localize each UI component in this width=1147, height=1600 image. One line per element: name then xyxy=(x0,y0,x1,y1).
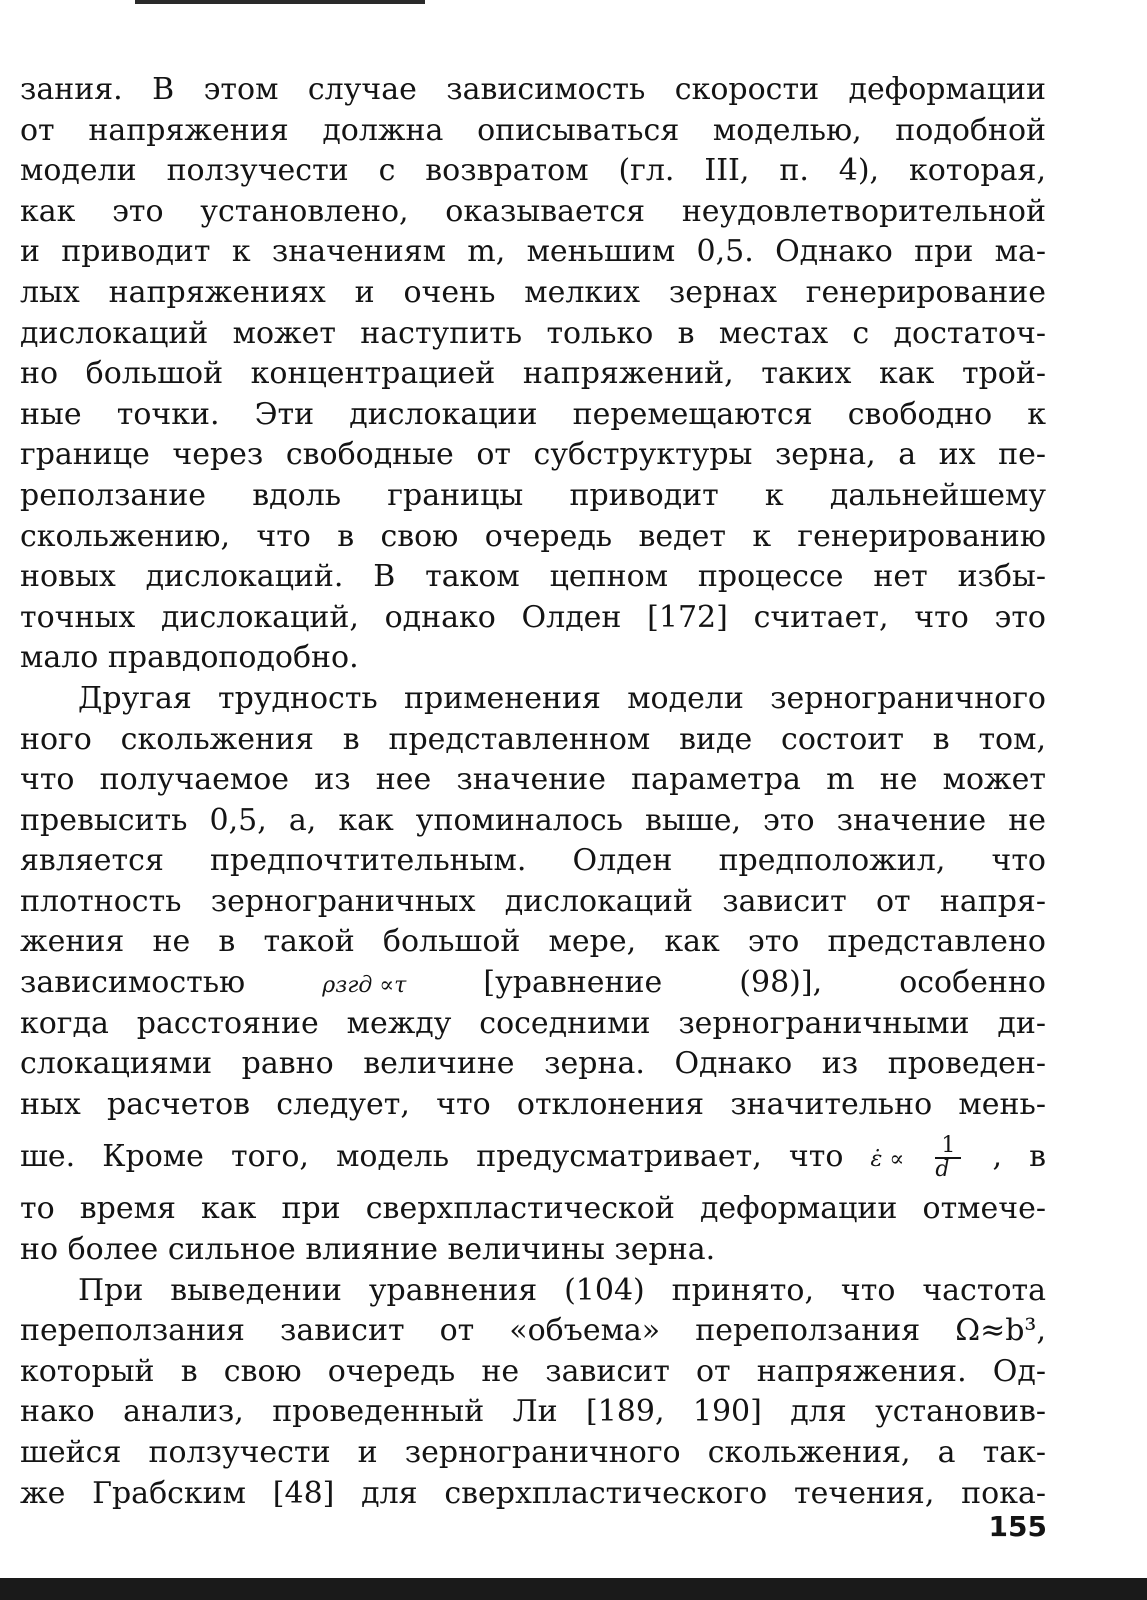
text-line: Другая трудность применения модели зернограничного xyxy=(78,680,1046,716)
fraction-numerator: 1 xyxy=(935,1135,961,1159)
text-line: зания. В этом случае зависимость скорости деформации xyxy=(20,72,1046,107)
text-line: ных расчетов следует, что отклонения значительно мень- xyxy=(20,1086,1046,1122)
text-segment: ше. Кроме того, модель предусматривает, что xyxy=(20,1139,844,1175)
text-line: слокациями равно величине зерна. Однако из проведен- xyxy=(20,1046,1046,1082)
text-line: является предпочтительным. Олден предположил, что xyxy=(20,843,1046,879)
text-line: то время как при сверхпластической деформации отмече- xyxy=(20,1191,1046,1227)
fraction-denominator: d xyxy=(935,1157,950,1183)
text-segment: зависимостью xyxy=(20,965,246,1001)
text-line-with-formula xyxy=(20,963,1046,1004)
text-line: от напряжения должна описываться моделью, подобной xyxy=(20,112,1046,148)
text-line: который в свою очередь не зависит от напряжения. Од- xyxy=(20,1353,1046,1389)
text-line: превысить 0,5, а, как упоминалось выше, это значение не xyxy=(20,802,1046,838)
text-line: но большой концентрацией напряжений, таких как трой- xyxy=(20,356,1046,392)
text-line: лых напряжениях и очень мелких зернах генерирование xyxy=(20,274,1046,310)
fraction-one-over-d xyxy=(935,1135,961,1181)
page-number: 155 xyxy=(988,1510,1047,1543)
text-line-with-fraction xyxy=(20,1125,1046,1189)
text-line: жения не в такой большой мере, как это представлено xyxy=(20,924,1046,960)
text-line: новых дислокаций. В таком цепном процессе нет избы- xyxy=(20,559,1046,595)
text-line: что получаемое из нее значение параметра m не может xyxy=(20,762,1046,798)
text-line: шейся ползучести и зернограничного скольжения, а так- xyxy=(20,1435,1046,1470)
page-body xyxy=(20,70,1046,1514)
text-line: ного скольжения в представленном виде состоит в том, xyxy=(20,721,1046,757)
text-line: границе через свободные от субструктуры зерна, а их пе- xyxy=(20,437,1046,473)
text-line: точных дислокаций, однако Олден [172] считает, что это xyxy=(20,599,1046,635)
header-rule xyxy=(135,0,425,4)
text-line: но более сильное влияние величины зерна. xyxy=(20,1232,716,1268)
text-line: модели ползучести с возвратом (гл. III, п. 4), которая, xyxy=(20,153,1046,189)
strain-rate-symbol: ε̇ ∝ xyxy=(870,1147,905,1173)
text-line: же Грабским [48] для сверхпластического течения, пока- xyxy=(20,1475,1046,1511)
text-line: нако анализ, проведенный Ли [189, 190] для установив- xyxy=(20,1394,1046,1430)
text-line: скольжению, что в свою очередь ведет к генерированию xyxy=(20,518,1046,554)
text-line: плотность зернограничных дислокаций зависит от напря- xyxy=(20,883,1046,919)
text-line: как это установлено, оказывается неудовлетворительной xyxy=(20,193,1046,229)
text-line: дислокаций может наступить только в местах с достаточ- xyxy=(20,315,1046,351)
text-segment: [уравнение (98)], особенно xyxy=(483,965,1046,1001)
text-line: переползания зависит от «объема» переползания Ω≈b³, xyxy=(20,1313,1046,1349)
proportional-formula: ρзгд ∝τ xyxy=(322,973,407,999)
text-line: и приводит к значениям m, меньшим 0,5. Однако при ма- xyxy=(20,234,1046,270)
text-line: При выведении уравнения (104) принято, что частота xyxy=(78,1272,1046,1308)
text-segment: , в xyxy=(992,1139,1046,1175)
text-line: мало правдоподобно. xyxy=(20,640,359,676)
text-line: реползание вдоль границы приводит к дальнейшему xyxy=(20,477,1046,513)
text-line: ные точки. Эти дислокации перемещаются свободно к xyxy=(20,396,1046,432)
scan-bottom-edge xyxy=(0,1578,1147,1600)
text-line: когда расстояние между соседними зернограничными ди- xyxy=(20,1005,1046,1041)
